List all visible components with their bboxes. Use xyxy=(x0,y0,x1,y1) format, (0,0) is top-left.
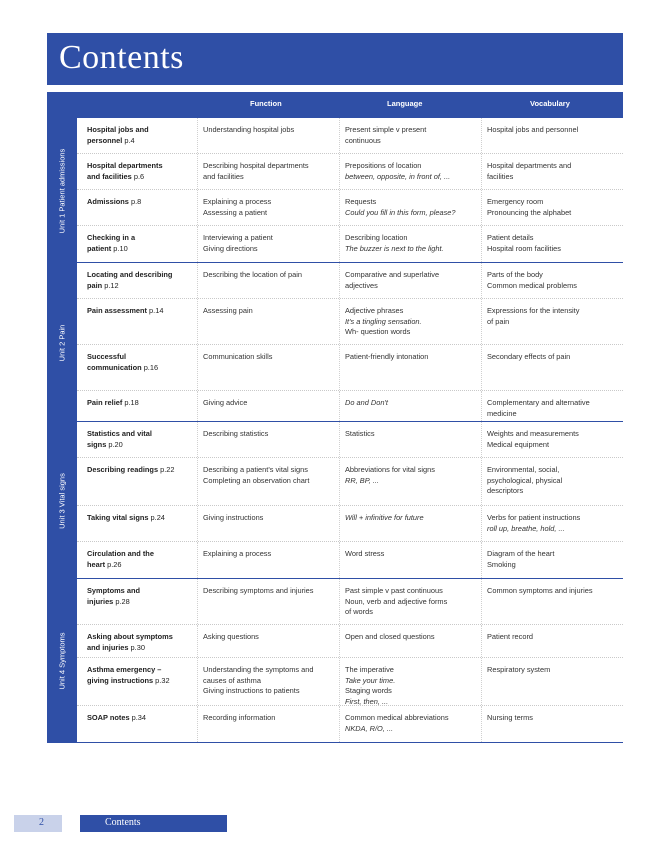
units-container xyxy=(47,118,623,743)
vocabulary-line: Emergency room xyxy=(487,197,544,206)
column-divider xyxy=(339,345,340,390)
column-divider xyxy=(339,154,340,189)
vocabulary-example: roll up, breathe, hold, ... xyxy=(487,523,565,533)
vocabulary-line: Expressions for the intensity xyxy=(487,306,580,315)
topic-cell xyxy=(87,233,195,254)
topic-cell xyxy=(87,665,195,686)
topic-title: Circulation and the xyxy=(87,549,154,558)
language-line: of words xyxy=(345,607,373,616)
column-divider xyxy=(197,118,198,153)
topic-page-ref: p.22 xyxy=(160,465,175,474)
topic-title: Asthma emergency – xyxy=(87,665,162,674)
function-line: Understanding hospital jobs xyxy=(203,125,295,134)
vocabulary-line: medicine xyxy=(487,408,517,418)
unit-rows xyxy=(77,263,623,422)
column-divider xyxy=(481,154,482,189)
language-example: It's a tingling sensation. xyxy=(345,316,422,326)
topic-cell xyxy=(87,398,195,409)
language-line: continuous xyxy=(345,135,381,145)
unit-rows xyxy=(77,118,623,263)
unit-rows xyxy=(77,422,623,579)
topic-title: Admissions xyxy=(87,197,129,206)
vocabulary-line: facilities xyxy=(487,171,514,181)
column-divider xyxy=(339,391,340,421)
topic-cell xyxy=(87,465,195,476)
footer-section-label: Contents xyxy=(105,817,141,828)
topic-title-line2: personnel xyxy=(87,135,123,145)
language-example: First, then, ... xyxy=(345,696,389,706)
table-row xyxy=(77,299,623,345)
column-divider xyxy=(481,190,482,225)
function-line: Describing statistics xyxy=(203,429,269,438)
language-example: Will + infinitive for future xyxy=(345,513,424,522)
vocabulary-cell xyxy=(487,586,617,597)
function-line: Interviewing a patient xyxy=(203,233,273,242)
language-example: NKDA, R/O, ... xyxy=(345,723,394,733)
vocabulary-line: descriptors xyxy=(487,486,524,495)
language-cell xyxy=(345,549,479,560)
vocabulary-cell xyxy=(487,429,617,450)
topic-title: Checking in a xyxy=(87,233,136,242)
function-cell xyxy=(203,161,339,182)
function-cell xyxy=(203,713,339,724)
topic-page-ref: p.20 xyxy=(108,439,123,449)
vocabulary-cell xyxy=(487,465,617,497)
table-row xyxy=(77,658,623,706)
function-line: Describing the location of pain xyxy=(203,270,303,279)
table-row xyxy=(77,625,623,658)
topic-title: Hospital jobs and xyxy=(87,125,149,134)
topic-page-ref: p.14 xyxy=(149,306,164,315)
topic-title-line2: pain xyxy=(87,280,103,290)
vocabulary-line: Hospital jobs and personnel xyxy=(487,125,579,134)
footer-section-box xyxy=(80,815,227,832)
contents-title-bar xyxy=(47,33,623,85)
language-cell xyxy=(345,398,479,409)
table-row xyxy=(77,118,623,154)
topic-title: Statistics and vital xyxy=(87,429,152,438)
header-function: Function xyxy=(250,99,282,108)
column-divider xyxy=(481,458,482,505)
function-cell xyxy=(203,586,339,597)
function-cell xyxy=(203,513,339,524)
vocabulary-cell xyxy=(487,513,617,534)
topic-cell xyxy=(87,429,195,450)
topic-page-ref: p.24 xyxy=(150,513,165,522)
column-divider xyxy=(339,579,340,624)
column-divider xyxy=(481,345,482,390)
topic-page-ref: p.28 xyxy=(115,596,130,606)
topic-cell xyxy=(87,632,195,653)
topic-title-line2: patient xyxy=(87,243,112,253)
unit-section xyxy=(47,422,623,579)
topic-title: Describing readings xyxy=(87,465,159,474)
topic-page-ref: p.30 xyxy=(130,642,145,652)
function-cell xyxy=(203,465,339,486)
vocabulary-line: Hospital departments and xyxy=(487,161,572,170)
column-divider xyxy=(481,391,482,421)
column-divider xyxy=(481,706,482,742)
column-divider xyxy=(481,118,482,153)
column-divider xyxy=(197,542,198,578)
topic-title: Symptoms and xyxy=(87,586,140,595)
topic-cell xyxy=(87,197,195,208)
table-header xyxy=(47,92,623,118)
language-line: Open and closed questions xyxy=(345,632,435,641)
language-line: Comparative and superlative xyxy=(345,270,440,279)
function-line: Describing symptoms and injuries xyxy=(203,586,314,595)
topic-title: SOAP notes xyxy=(87,713,130,722)
vocabulary-cell xyxy=(487,306,617,327)
function-cell xyxy=(203,352,339,363)
topic-cell xyxy=(87,161,195,182)
column-divider xyxy=(481,226,482,262)
vocabulary-line: Pronouncing the alphabet xyxy=(487,207,572,217)
language-line: Adjective phrases xyxy=(345,306,404,315)
function-cell xyxy=(203,306,339,317)
language-line: The imperative xyxy=(345,665,394,674)
function-line: Explaining a process xyxy=(203,197,272,206)
vocabulary-line: Environmental, social, xyxy=(487,465,560,474)
topic-page-ref: p.8 xyxy=(130,197,142,206)
column-divider xyxy=(481,542,482,578)
language-cell xyxy=(345,352,479,363)
function-line: Giving directions xyxy=(203,243,258,253)
language-line: Noun, verb and adjective forms xyxy=(345,596,448,606)
vocabulary-cell xyxy=(487,233,617,254)
table-row xyxy=(77,706,623,742)
language-line: Statistics xyxy=(345,429,375,438)
column-divider xyxy=(481,299,482,344)
unit-side-band xyxy=(47,263,77,422)
function-line: Giving advice xyxy=(203,398,248,407)
column-divider xyxy=(339,625,340,657)
language-line: Common medical abbreviations xyxy=(345,713,449,722)
topic-title: Taking vital signs xyxy=(87,513,149,522)
language-example: between, opposite, in front of, ... xyxy=(345,171,451,181)
page-number-box xyxy=(14,815,62,832)
vocabulary-line: Common symptoms and injuries xyxy=(487,586,593,595)
language-example: Could you fill in this form, please? xyxy=(345,207,456,217)
page-title: Contents xyxy=(59,39,184,76)
table-row xyxy=(77,154,623,190)
column-divider xyxy=(481,658,482,705)
language-line: Abbreviations for vital signs xyxy=(345,465,435,474)
topic-page-ref: p.34 xyxy=(131,713,147,722)
vocabulary-cell xyxy=(487,352,617,363)
language-line: Present simple v present xyxy=(345,125,427,134)
vocabulary-line: Medical equipment xyxy=(487,439,550,449)
column-divider xyxy=(339,658,340,705)
column-divider xyxy=(339,118,340,153)
column-divider xyxy=(481,263,482,298)
topic-page-ref: p.26 xyxy=(107,559,122,569)
topic-cell xyxy=(87,549,195,570)
topic-cell xyxy=(87,270,195,291)
vocabulary-line: Complementary and alternative xyxy=(487,398,590,407)
function-line: Explaining a process xyxy=(203,549,272,558)
function-line: Assessing pain xyxy=(203,306,253,315)
column-divider xyxy=(197,706,198,742)
vocabulary-line: Secondary effects of pain xyxy=(487,352,571,361)
language-cell xyxy=(345,713,479,734)
function-cell xyxy=(203,233,339,254)
unit-side-band xyxy=(47,118,77,263)
topic-cell xyxy=(87,713,195,724)
column-divider xyxy=(197,226,198,262)
column-divider xyxy=(339,542,340,578)
topic-title-line2: signs xyxy=(87,439,107,449)
table-row xyxy=(77,345,623,391)
language-cell xyxy=(345,465,479,486)
header-language: Language xyxy=(387,99,423,108)
topic-title: Pain relief xyxy=(87,398,123,407)
table-row xyxy=(77,190,623,226)
language-line: Past simple v past continuous xyxy=(345,586,443,595)
column-divider xyxy=(197,154,198,189)
vocabulary-line: Smoking xyxy=(487,559,516,569)
vocabulary-line: Common medical problems xyxy=(487,280,577,290)
topic-title-line2: giving instructions xyxy=(87,675,154,685)
topic-title: Hospital departments xyxy=(87,161,163,170)
topic-page-ref: p.12 xyxy=(104,280,119,290)
function-line: Describing a patient's vital signs xyxy=(203,465,308,474)
function-line: Assessing a patient xyxy=(203,207,268,217)
column-divider xyxy=(197,658,198,705)
column-divider xyxy=(197,391,198,421)
vocabulary-cell xyxy=(487,270,617,291)
column-divider xyxy=(481,579,482,624)
table-row xyxy=(77,263,623,299)
language-cell xyxy=(345,125,479,146)
function-line: causes of asthma xyxy=(203,675,261,685)
language-cell xyxy=(345,306,479,338)
topic-page-ref: p.6 xyxy=(133,171,145,181)
function-line: Asking questions xyxy=(203,632,259,641)
vocabulary-cell xyxy=(487,398,617,419)
topic-title: Asking about symptoms xyxy=(87,632,173,641)
column-divider xyxy=(197,422,198,457)
unit-label: Unit 2 Pain xyxy=(57,324,67,361)
language-line: Patient-friendly intonation xyxy=(345,352,429,361)
column-divider xyxy=(197,579,198,624)
topic-cell xyxy=(87,513,195,524)
unit-label: Unit 4 Symptoms xyxy=(57,632,67,690)
language-cell xyxy=(345,513,479,524)
column-divider xyxy=(339,506,340,541)
function-cell xyxy=(203,398,339,409)
column-divider xyxy=(481,422,482,457)
topic-title: Locating and describing xyxy=(87,270,173,279)
table-row xyxy=(77,422,623,458)
column-divider xyxy=(339,226,340,262)
language-cell xyxy=(345,233,479,254)
contents-table xyxy=(47,92,623,743)
vocabulary-cell xyxy=(487,632,617,643)
language-cell xyxy=(345,665,479,707)
header-vocabulary: Vocabulary xyxy=(530,99,570,108)
unit-section xyxy=(47,579,623,743)
column-divider xyxy=(197,299,198,344)
topic-page-ref: p.10 xyxy=(113,243,128,253)
topic-cell xyxy=(87,352,195,373)
column-divider xyxy=(339,422,340,457)
vocabulary-cell xyxy=(487,125,617,136)
function-line: Communication skills xyxy=(203,352,273,361)
function-cell xyxy=(203,125,339,136)
function-line: Describing hospital departments xyxy=(203,161,309,170)
topic-page-ref: p.4 xyxy=(124,135,135,145)
vocabulary-line: Patient record xyxy=(487,632,534,641)
function-cell xyxy=(203,270,339,281)
language-line: Wh- question words xyxy=(345,327,411,336)
language-line: Prepositions of location xyxy=(345,161,422,170)
function-line: Giving instructions xyxy=(203,513,264,522)
vocabulary-line: of pain xyxy=(487,316,510,326)
topic-title-line2: injuries xyxy=(87,596,114,606)
unit-label: Unit 1 Patient admissions xyxy=(57,148,67,233)
function-line: Giving instructions to patients xyxy=(203,686,300,695)
function-line: and facilities xyxy=(203,171,244,181)
column-divider xyxy=(197,625,198,657)
table-row xyxy=(77,506,623,542)
unit-section xyxy=(47,263,623,422)
topic-title-line2: communication xyxy=(87,362,142,372)
language-line: Describing location xyxy=(345,233,408,242)
unit-section xyxy=(47,118,623,263)
language-cell xyxy=(345,429,479,440)
table-row xyxy=(77,458,623,506)
vocabulary-line: Weights and measurements xyxy=(487,429,579,438)
vocabulary-cell xyxy=(487,197,617,218)
table-row xyxy=(77,542,623,578)
language-line: Word stress xyxy=(345,549,385,558)
topic-cell xyxy=(87,586,195,607)
column-divider xyxy=(339,190,340,225)
language-example: The buzzer is next to the light. xyxy=(345,243,444,253)
topic-cell xyxy=(87,125,195,146)
topic-page-ref: p.32 xyxy=(155,675,170,685)
vocabulary-cell xyxy=(487,713,617,724)
column-divider xyxy=(339,706,340,742)
column-divider xyxy=(197,506,198,541)
function-cell xyxy=(203,197,339,218)
column-divider xyxy=(197,263,198,298)
unit-label: Unit 3 Vital signs xyxy=(57,472,67,529)
function-cell xyxy=(203,549,339,560)
language-cell xyxy=(345,197,479,218)
column-divider xyxy=(339,263,340,298)
vocabulary-line: Nursing terms xyxy=(487,713,533,722)
table-row xyxy=(77,579,623,625)
topic-title-line2: and injuries xyxy=(87,642,129,652)
function-line: Completing an observation chart xyxy=(203,475,310,485)
vocabulary-cell xyxy=(487,549,617,570)
language-cell xyxy=(345,586,479,618)
column-divider xyxy=(481,506,482,541)
vocabulary-line: Diagram of the heart xyxy=(487,549,555,558)
function-cell xyxy=(203,665,339,697)
topic-page-ref: p.16 xyxy=(143,362,159,372)
unit-side-band xyxy=(47,422,77,579)
language-cell xyxy=(345,632,479,643)
language-example: RR, BP, ... xyxy=(345,475,379,485)
language-cell xyxy=(345,270,479,291)
unit-rows xyxy=(77,579,623,743)
column-divider xyxy=(197,190,198,225)
vocabulary-line: psychological, physical xyxy=(487,475,563,485)
topic-title-line2: heart xyxy=(87,559,106,569)
table-row xyxy=(77,391,623,421)
column-divider xyxy=(197,345,198,390)
vocabulary-line: Respiratory system xyxy=(487,665,551,674)
vocabulary-line: Hospital room facilities xyxy=(487,243,561,253)
column-divider xyxy=(339,299,340,344)
column-divider xyxy=(481,625,482,657)
topic-title: Pain assessment xyxy=(87,306,147,315)
topic-page-ref: p.18 xyxy=(124,398,139,407)
topic-cell xyxy=(87,306,195,317)
table-row xyxy=(77,226,623,262)
language-example: Do and Don't xyxy=(345,398,388,407)
language-example: Take your time. xyxy=(345,675,396,685)
vocabulary-line: Verbs for patient instructions xyxy=(487,513,581,522)
language-line: Requests xyxy=(345,197,377,206)
language-line: Staging words xyxy=(345,686,392,695)
function-cell xyxy=(203,632,339,643)
vocabulary-cell xyxy=(487,665,617,676)
function-line: Recording information xyxy=(203,713,276,722)
column-divider xyxy=(339,458,340,505)
unit-side-band xyxy=(47,579,77,743)
function-line: Understanding the symptoms and xyxy=(203,665,314,674)
column-divider xyxy=(197,458,198,505)
page-number: 2 xyxy=(39,817,44,828)
language-cell xyxy=(345,161,479,182)
topic-title: Successful xyxy=(87,352,127,361)
function-cell xyxy=(203,429,339,440)
vocabulary-cell xyxy=(487,161,617,182)
vocabulary-line: Patient details xyxy=(487,233,534,242)
language-line: adjectives xyxy=(345,280,378,290)
topic-title-line2: and facilities xyxy=(87,171,132,181)
vocabulary-line: Parts of the body xyxy=(487,270,543,279)
